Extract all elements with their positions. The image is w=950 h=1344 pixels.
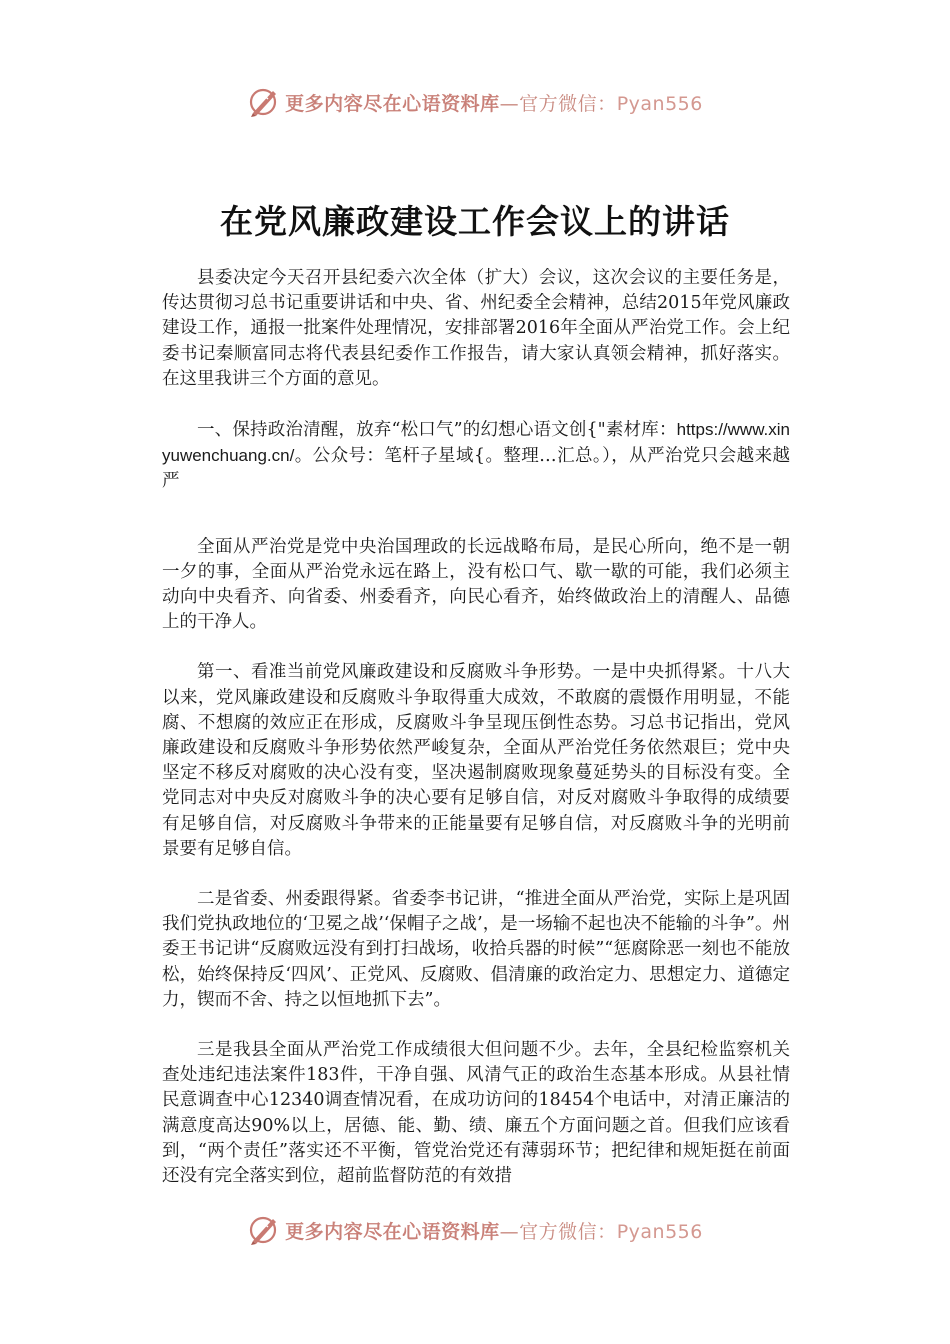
paragraph-point-1: 第一、看准当前党风廉政建设和反腐败斗争形势。一是中央抓得紧。十八大以来，党风廉政建设和反腐败斗争取得重大成效，不敢腐的震慑作用明显，不能腐、不想腐的效应正在形成，反腐败斗争呈现压倒性态势。习总书记指出，党风廉政建设和反腐败斗争形势依然严峻复杂，全面从严治党任务依然艰巨；党中央坚定不移反对腐败的决心没有变，坚决遏制腐败现象蔓延势头的目标没有变。全党同志对中央反对腐败斗争的决心要有足够自信，对反对腐败斗争取得的成绩要有足够自信，对反腐败斗争带来的正能量要有足够自信，对反腐败斗争的光明前景要有足够自信。 (162, 662, 790, 859)
section-heading-tail: 。公众号：笔杆子星域{。整理…汇总。），从严治党只会越来越严 (162, 446, 790, 492)
pen-logo-icon (247, 1213, 281, 1247)
watermark-brand: 更多内容尽在心语资料库 (285, 1220, 500, 1243)
paragraph-intro: 县委决定今天召开县纪委六次全体（扩大）会议，这次会议的主要任务是，传达贯彻习总书记重要讲话和中央、省、州纪委全会精神，总结2015年党风廉政建设工作，通报一批案件处理情况，安排部署2016年全面从严治党工作。会上纪委书记秦顺富同志将代表县纪委作工作报告，请大家认真领会精神，抓好落实。在这里我讲三个方面的意见。 (162, 268, 790, 389)
paragraph-point-2: 二是省委、州委跟得紧。省委李书记讲，“推进全面从严治党，实际上是巩固我们党执政地位的‘卫冕之战’‘保帽子之战’，是一场输不起也决不能输的斗争”。州委王书记讲“反腐败远没有到打扫战场，收拾兵器的时候”“惩腐除恶一刻也不能放松，始终保持反‘四风’、正党风、反腐败、倡清廉的政治定力、思想定力、道德定力，锲而不舍、持之以恒地抓下去”。 (162, 889, 790, 1010)
watermark-handle: Pyan556 (616, 92, 703, 115)
watermark-official: 官方微信： (519, 1220, 617, 1243)
document-title: 在党风廉政建设工作会议上的讲话 (220, 202, 730, 241)
footer-watermark-banner (0, 1210, 950, 1250)
source-url-text: https://www.xinyuwenchuang.cn/ (162, 420, 790, 466)
watermark-official: 官方微信： (519, 92, 617, 115)
pen-logo-icon (247, 85, 281, 119)
watermark-handle: Pyan556 (616, 1220, 703, 1243)
paragraph-overview: 全面从严治党是党中央治国理政的长远战略布局，是民心所向，绝不是一朝一夕的事，全面从严治党永远在路上，没有松口气、歇一歇的可能，我们必须主动向中央看齐、向省委、州委看齐，向民心看齐，始终做政治上的清醒人、品德上的干净人。 (162, 536, 790, 633)
watermark-text (285, 89, 703, 116)
watermark-text (285, 1217, 703, 1244)
document-body (162, 266, 790, 1214)
header-watermark-banner (0, 82, 950, 122)
watermark-dash: — (499, 1220, 520, 1243)
section-heading-1 (162, 417, 790, 495)
watermark-brand: 更多内容尽在心语资料库 (285, 92, 500, 115)
watermark-dash: — (499, 92, 520, 115)
paragraph-point-3: 三是我县全面从严治党工作成绩很大但问题不少。去年，全县纪检监察机关查处违纪违法案件183件，干净自强、风清气正的政治生态基本形成。从县社情民意调查中心12340调查情况看，在成功访问的18454个电话中，对清正廉洁的满意度高达90%以上，居德、能、勤、绩、廉五个方面问题之首。但我们应该看到，“两个责任”落实还不平衡，管党治党还有薄弱环节；把纪律和规矩挺在前面还没有完全落实到位，超前监督防范的有效措 (162, 1040, 790, 1187)
section-heading-lead: 一、保持政治清醒，放弃“松口气”的幻想心语文创{"素材库： (197, 420, 677, 441)
